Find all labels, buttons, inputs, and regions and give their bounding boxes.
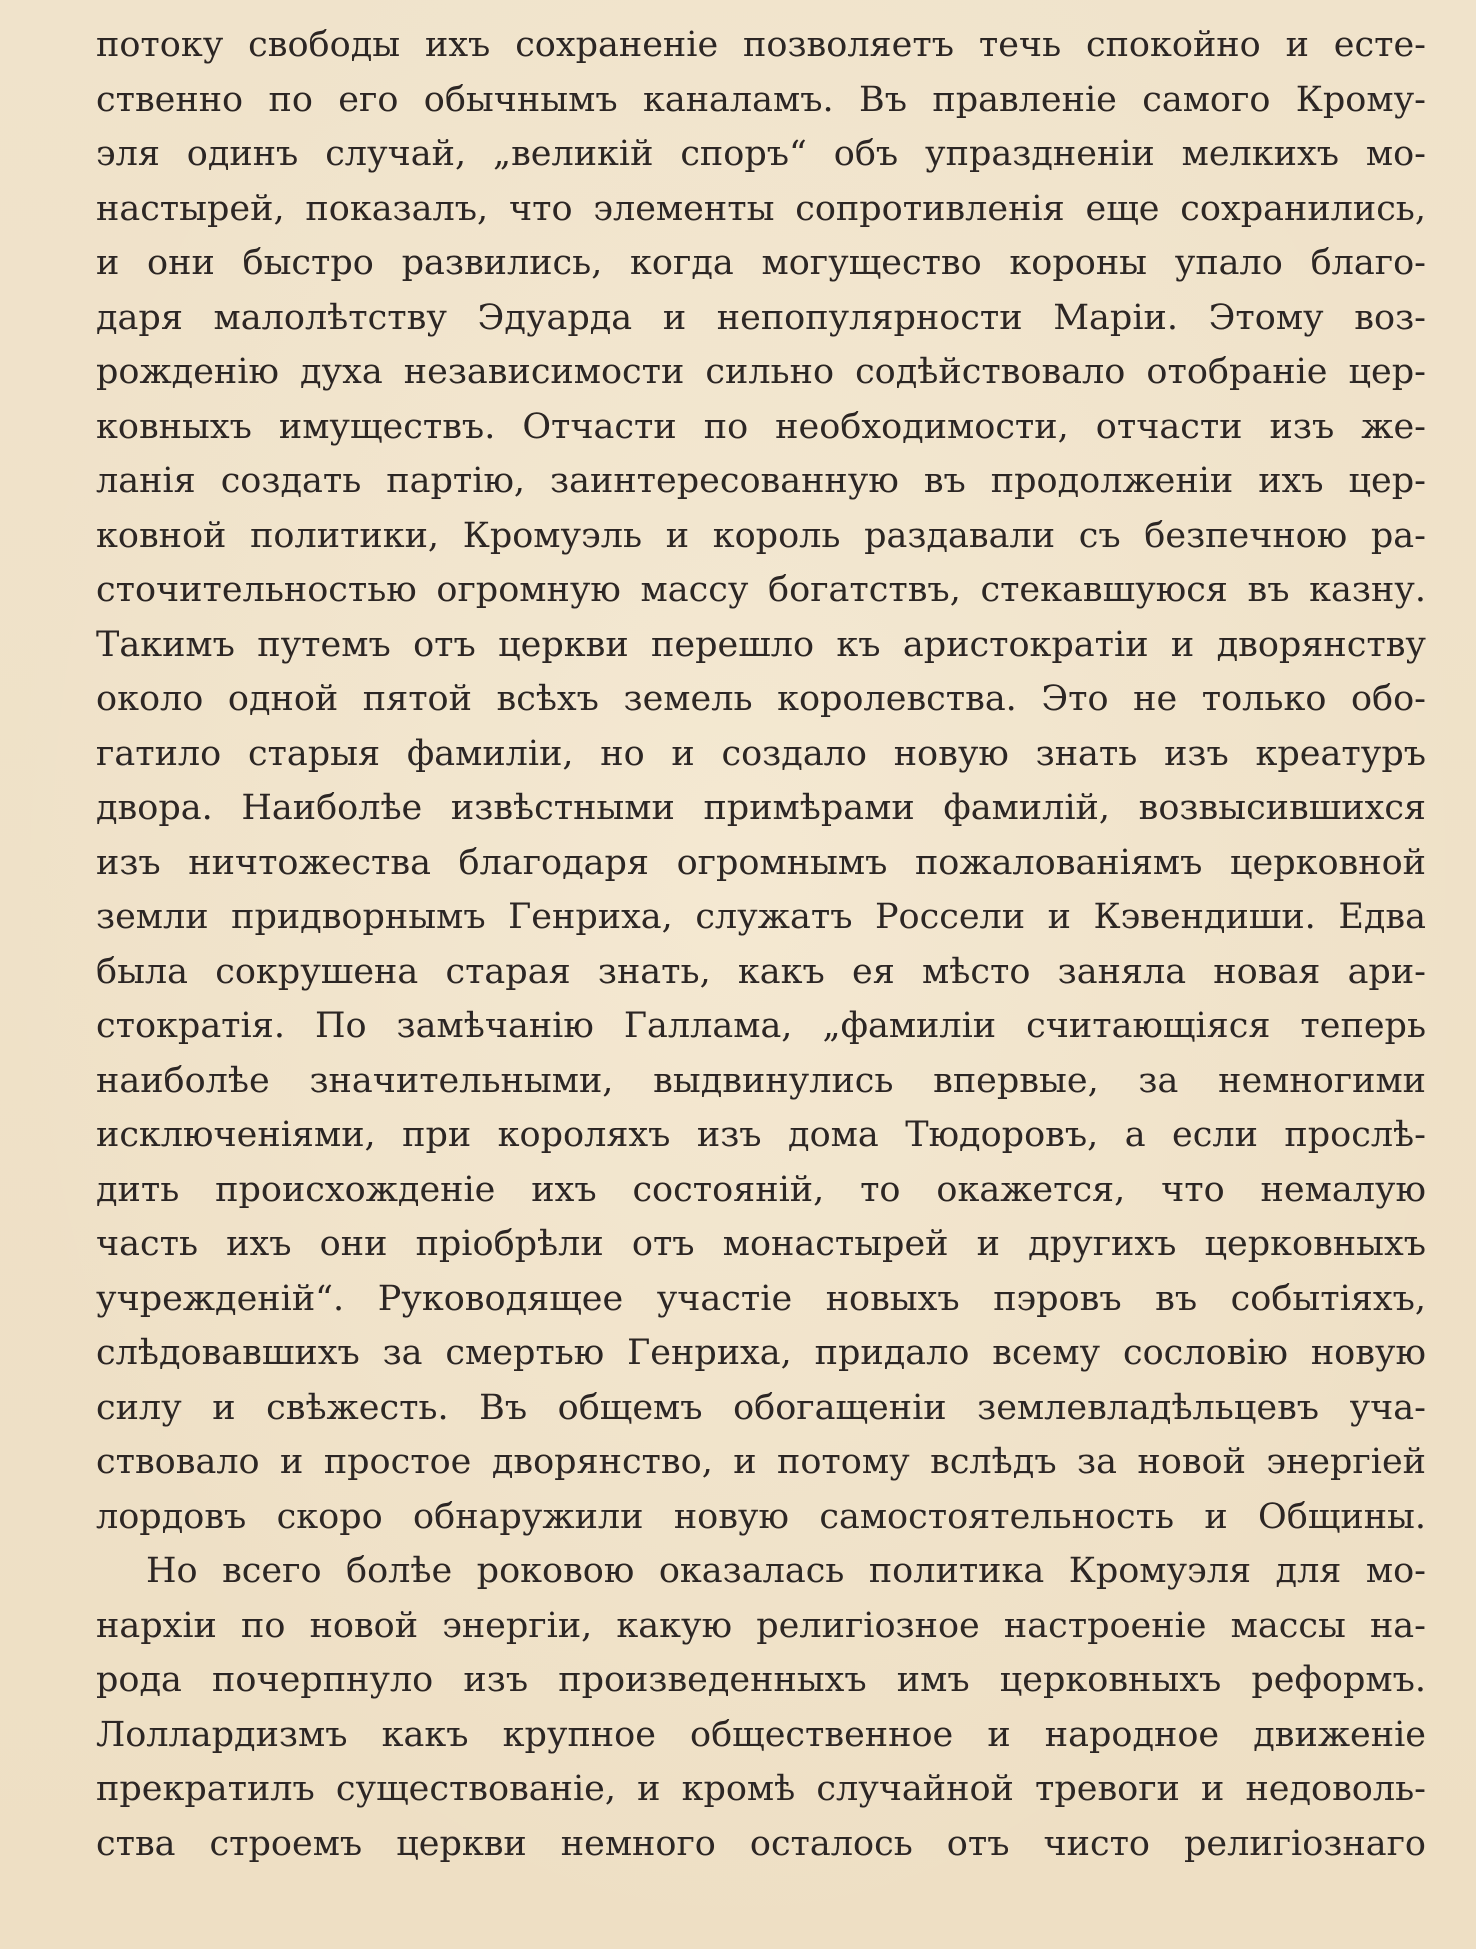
text-line: изъ ничтожества благодаря огромнымъ пожалованіямъ церковной xyxy=(96,842,1426,883)
text-line: гатило старыя фамиліи, но и создало новую знать изъ креатуръ xyxy=(96,733,1426,774)
text-line: Лоллардизмъ какъ крупное общественное и народное движеніе xyxy=(96,1714,1426,1755)
text-line: настырей, показалъ, что элементы сопротивленія еще сохранились, xyxy=(96,188,1426,229)
text-line: нархіи по новой энергіи, какую религіозное настроеніе массы на- xyxy=(96,1605,1426,1646)
text-line: исключеніями, при короляхъ изъ дома Тюдоровъ, а если прослѣ- xyxy=(96,1115,1426,1155)
paragraph-first-line: Но всего болѣе роковою оказалась политика Кромуэля для мо- xyxy=(146,1551,1426,1591)
text-line: слѣдовавшихъ за смертью Генриха, придало всему сословію новую xyxy=(96,1333,1426,1373)
text-line: около одной пятой всѣхъ земель королевства. Это не только обо- xyxy=(96,679,1426,719)
text-line: прекратилъ существованіе, и кромѣ случайной тревоги и недоволь- xyxy=(96,1769,1426,1809)
body-text xyxy=(96,18,1426,1871)
text-line: рожденію духа независимости сильно содѣйствовало отобраніе цер- xyxy=(96,352,1426,392)
text-line: часть ихъ они пріобрѣли отъ монастырей и другихъ церковныхъ xyxy=(96,1224,1426,1264)
text-line: эля одинъ случай, „великій споръ“ объ упраздненіи мелкихъ мо- xyxy=(96,134,1426,174)
text-line: ственно по его обычнымъ каналамъ. Въ правленіе самого Крому- xyxy=(96,79,1426,120)
text-line: ковныхъ имуществъ. Отчасти по необходимости, отчасти изъ же- xyxy=(96,406,1426,447)
text-line: стократія. По замѣчанію Галлама, „фамиліи считающіяся теперь xyxy=(96,1006,1426,1046)
text-line: ства строемъ церкви немного осталось отъ чисто религіознаго xyxy=(96,1823,1426,1864)
text-line: земли придворнымъ Генриха, служатъ Россели и Кэвендиши. Едва xyxy=(96,897,1426,937)
text-line: Такимъ путемъ отъ церкви перешло къ аристократіи и дворянству xyxy=(96,624,1426,665)
text-line: дить происхожденіе ихъ состояній, то окажется, что немалую xyxy=(96,1169,1426,1210)
text-line: силу и свѣжесть. Въ общемъ обогащеніи землевладѣльцевъ уча- xyxy=(96,1387,1426,1428)
text-line: двора. Наиболѣе извѣстными примѣрами фамилій, возвысившихся xyxy=(96,788,1426,828)
text-line: лордовъ скоро обнаружили новую самостоятельность и Общины. xyxy=(96,1496,1426,1537)
text-line: была сокрушена старая знать, какъ ея мѣсто заняла новая ари- xyxy=(96,951,1426,992)
text-line: ствовало и простое дворянство, и потому вслѣдъ за новой энергіей xyxy=(96,1442,1426,1482)
text-line: даря малолѣтству Эдуарда и непопулярности Маріи. Этому воз- xyxy=(96,297,1426,338)
text-line: и они быстро развились, когда могущество короны упало благо- xyxy=(96,243,1426,283)
text-line: рода почерпнуло изъ произведенныхъ имъ церковныхъ реформъ. xyxy=(96,1660,1426,1700)
text-line: учрежденій“. Руководящее участіе новыхъ пэровъ въ событіяхъ, xyxy=(96,1278,1426,1319)
text-line: сточительностью огромную массу богатствъ, стекавшуюся въ казну. xyxy=(96,570,1426,610)
text-line: ковной политики, Кромуэль и король раздавали съ безпечною ра- xyxy=(96,515,1426,556)
text-line: ланія создать партію, заинтересованную въ продолженіи ихъ цер- xyxy=(96,461,1426,501)
text-line: наиболѣе значительными, выдвинулись впервые, за немногими xyxy=(96,1060,1426,1101)
text-line: потоку свободы ихъ сохраненіе позволяетъ течь спокойно и есте- xyxy=(96,25,1426,65)
